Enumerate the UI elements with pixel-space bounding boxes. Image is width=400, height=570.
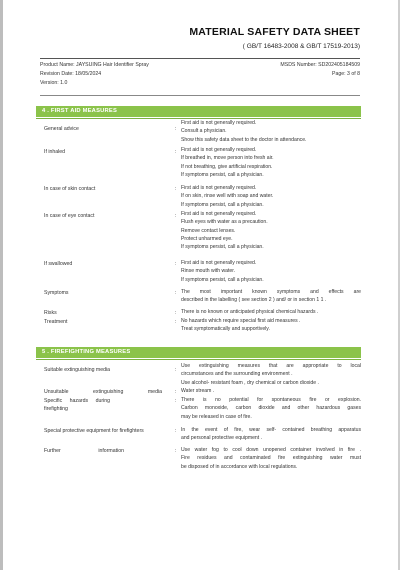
- text-line: If on skin, rinse well with soap and water.: [181, 193, 274, 200]
- text-line: Remove contact lenses.: [181, 227, 236, 234]
- text-line: If symptoms persist, call a physician.: [181, 201, 264, 208]
- row-label-if-swallowed: If swallowed: [44, 261, 73, 267]
- row-colon: :: [175, 367, 177, 373]
- row-text-symptoms: [181, 288, 361, 305]
- text-line: The most important known symptoms and effects are: [181, 289, 361, 295]
- row-colon: :: [175, 261, 177, 267]
- text-line: Fire residues and contaminated fire extinguishing water must: [181, 455, 361, 462]
- row-label-specific-hazards: Specific hazards during firefighting: [44, 398, 110, 412]
- text-line: Flush eyes with water as a precaution.: [181, 219, 268, 226]
- row-colon: :: [175, 126, 177, 132]
- text-line: If breathed in, move person into fresh air.: [181, 155, 274, 162]
- row-colon: :: [175, 213, 177, 219]
- row-text-unsuitable-media: [181, 387, 361, 395]
- row-label-general-advice: General advice: [44, 126, 79, 132]
- text-line: Rinse mouth with water.: [181, 268, 236, 275]
- row-colon: :: [175, 186, 177, 192]
- text-line: If symptoms persist, call a physician.: [181, 276, 264, 283]
- document-title: MATERIAL SAFETY DATA SHEET: [189, 26, 360, 38]
- text-line: and personal protective equipment .: [181, 435, 262, 442]
- text-line: be disposed of in accordance with local regulations.: [181, 463, 298, 470]
- row-colon: :: [175, 310, 177, 316]
- row-label-unsuitable-media: Unsuitable extinguishing media: [44, 389, 162, 395]
- section-5-underline: [36, 359, 361, 360]
- text-line: No hazards which require special first aid measures .: [181, 318, 301, 324]
- revision-date: Revision Date: 18/05/2024: [40, 71, 102, 77]
- row-colon: :: [175, 290, 177, 296]
- text-line: First aid is not generally required.: [181, 147, 257, 153]
- row-colon: :: [175, 448, 177, 454]
- row-label-risks: Risks: [44, 310, 57, 316]
- text-line: Use water fog to cool down unopened container involved in fire .: [181, 447, 361, 453]
- row-label-further-information: Further information: [44, 448, 124, 454]
- text-line: Carbon monoxide, carbon dioxide and other hazardous gases: [181, 405, 361, 412]
- text-line: First aid is not generally required.: [181, 185, 257, 191]
- row-text-eye-contact: [181, 210, 361, 251]
- section-4-header: [36, 106, 361, 117]
- row-label-if-inhaled: If inhaled: [44, 149, 66, 155]
- text-line: First aid is not generally required.: [181, 211, 257, 217]
- row-label-treatment: Treatment: [44, 319, 68, 325]
- text-line: circumstances and the surrounding environment .: [181, 371, 293, 378]
- text-line: Protect unharmed eye.: [181, 235, 233, 242]
- text-line: Treat symptomatically and supportively.: [181, 326, 270, 333]
- row-text-risks: [181, 308, 361, 316]
- text-line: First aid is not generally required.: [181, 260, 257, 266]
- row-label-suitable-media: Suitable extinguishing media: [44, 367, 111, 373]
- row-colon: :: [175, 398, 177, 404]
- row-text-general-advice: [181, 119, 361, 144]
- row-label-eye-contact: In case of eye contact: [44, 213, 95, 219]
- version: Version: 1.0: [40, 80, 68, 86]
- page-number: Page: 3 of 8: [332, 71, 360, 77]
- header-divider: [40, 58, 360, 59]
- text-line: Consult a physician.: [181, 128, 227, 135]
- row-text-skin-contact: [181, 184, 361, 209]
- text-line: Use alcohol- resistant foam , dry chemical or carbon dioxide .: [181, 379, 319, 386]
- row-text-suitable-media: [181, 362, 361, 387]
- row-colon: :: [175, 319, 177, 325]
- text-line: In the event of fire, wear self- contained breathing apparatus: [181, 427, 361, 433]
- row-text-if-inhaled: [181, 146, 361, 179]
- text-line: Water stream .: [181, 388, 215, 394]
- row-label-symptoms: Symptoms: [44, 290, 69, 296]
- row-text-treatment: [181, 317, 361, 334]
- row-colon: :: [175, 149, 177, 155]
- row-text-if-swallowed: [181, 259, 361, 284]
- section-5-header: [36, 347, 361, 358]
- section-5-title: 5 . FIREFIGHTING MEASURES: [42, 349, 131, 355]
- text-line: Use extinguishing measures that are appropriate to local: [181, 363, 361, 369]
- page-left-edge: [0, 0, 3, 570]
- row-colon: :: [175, 428, 177, 434]
- row-colon: :: [175, 389, 177, 395]
- text-line: There is no known or anticipated physical chemical hazards .: [181, 309, 319, 315]
- row-label-skin-contact: In case of skin contact: [44, 186, 96, 192]
- text-line: may be released in case of fire.: [181, 413, 252, 420]
- text-line: described in the labelling ( see section 2 ) and/ or in section 1 1 .: [181, 297, 327, 304]
- section-4-title: 4 . FIRST AID MEASURES: [42, 108, 118, 114]
- product-name: Product Name: JAYSUING Hair Identifier Spray: [40, 62, 149, 68]
- document-standards: ( GB/T 16483-2008 & GB/T 17519-2013): [242, 43, 360, 50]
- text-line: If symptoms persist, call a physician.: [181, 244, 264, 251]
- row-text-protective-equipment: [181, 426, 361, 443]
- row-text-further-information: [181, 446, 361, 471]
- row-text-specific-hazards: [181, 396, 361, 421]
- text-line: First aid is not generally required.: [181, 120, 257, 126]
- meta-divider: [40, 95, 360, 96]
- text-line: If symptoms persist, call a physician.: [181, 171, 264, 178]
- text-line: If not breathing, give artificial respiration.: [181, 163, 273, 170]
- msds-number: MSDS Number: SD202405184509: [280, 62, 360, 68]
- text-line: Show this safety data sheet to the doctor in attendance.: [181, 136, 307, 143]
- text-line: There is no potential for spontaneous fire or explosion.: [181, 397, 361, 403]
- row-label-protective-equipment: Special protective equipment for firefighters: [44, 428, 144, 434]
